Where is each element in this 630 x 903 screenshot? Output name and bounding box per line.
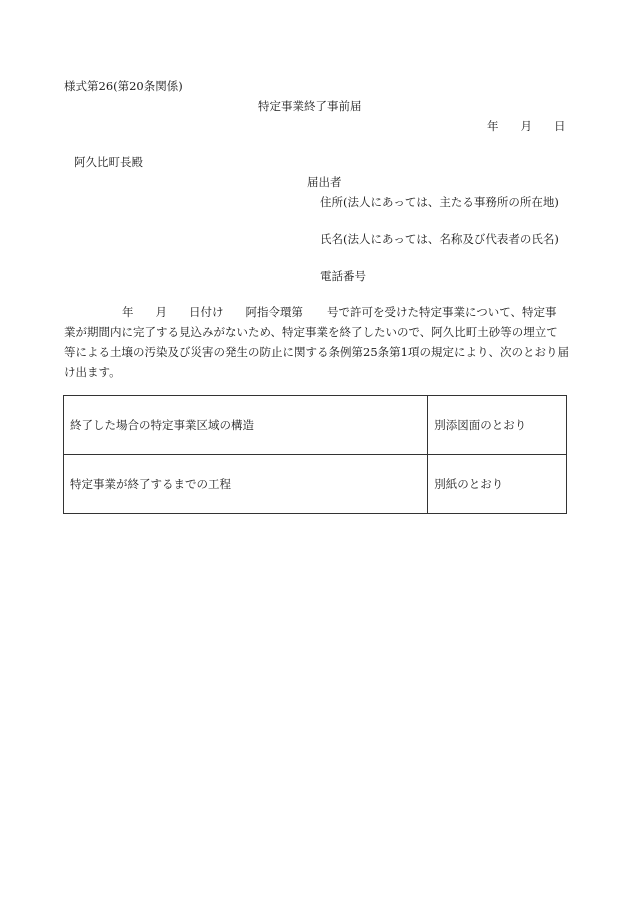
notification-body	[64, 302, 568, 382]
body-line-1-rest: 号で許可を受けた特定事業について、特定事	[327, 305, 557, 319]
applicant-label: 届出者	[307, 175, 342, 189]
table-cell-value: 別紙のとおり	[428, 455, 567, 514]
details-table	[63, 395, 567, 514]
permit-dated-label: 日付け	[189, 305, 224, 319]
table-cell-item: 終了した場合の特定事業区域の構造	[64, 396, 428, 455]
body-line-3: 等による土壌の汚染及び災害の発生の防止に関する条例第25条第1項の規定により、次のとおり届	[64, 345, 569, 359]
permit-ref-label: 阿指令環第	[245, 305, 303, 319]
table-row	[64, 455, 567, 514]
address-label: 住所(法人にあっては、主たる事務所の所在地)	[320, 195, 559, 209]
date-day-label: 日	[554, 119, 566, 133]
addressee: 阿久比町長殿	[74, 155, 143, 169]
date-month-label: 月	[520, 119, 532, 133]
permit-month-label: 月	[155, 305, 167, 319]
document-title: 特定事業終了事前届	[258, 99, 362, 113]
name-label: 氏名(法人にあっては、名称及び代表者の氏名)	[320, 232, 559, 246]
form-number: 様式第26(第20条関係)	[64, 79, 183, 93]
permit-year-label: 年	[122, 305, 134, 319]
body-line-1	[64, 302, 568, 322]
table-cell-item: 特定事業が終了するまでの工程	[64, 455, 428, 514]
body-line-4: け出ます。	[64, 365, 121, 379]
body-line-2: 業が期間内に完了する見込みがないため、特定事業を終了したいので、阿久比町土砂等の埋立て	[64, 325, 558, 339]
table-cell-value: 別添図面のとおり	[428, 396, 567, 455]
table-row	[64, 396, 567, 455]
phone-label: 電話番号	[320, 269, 366, 283]
submission-date	[487, 121, 566, 133]
date-year-label: 年	[487, 119, 499, 133]
